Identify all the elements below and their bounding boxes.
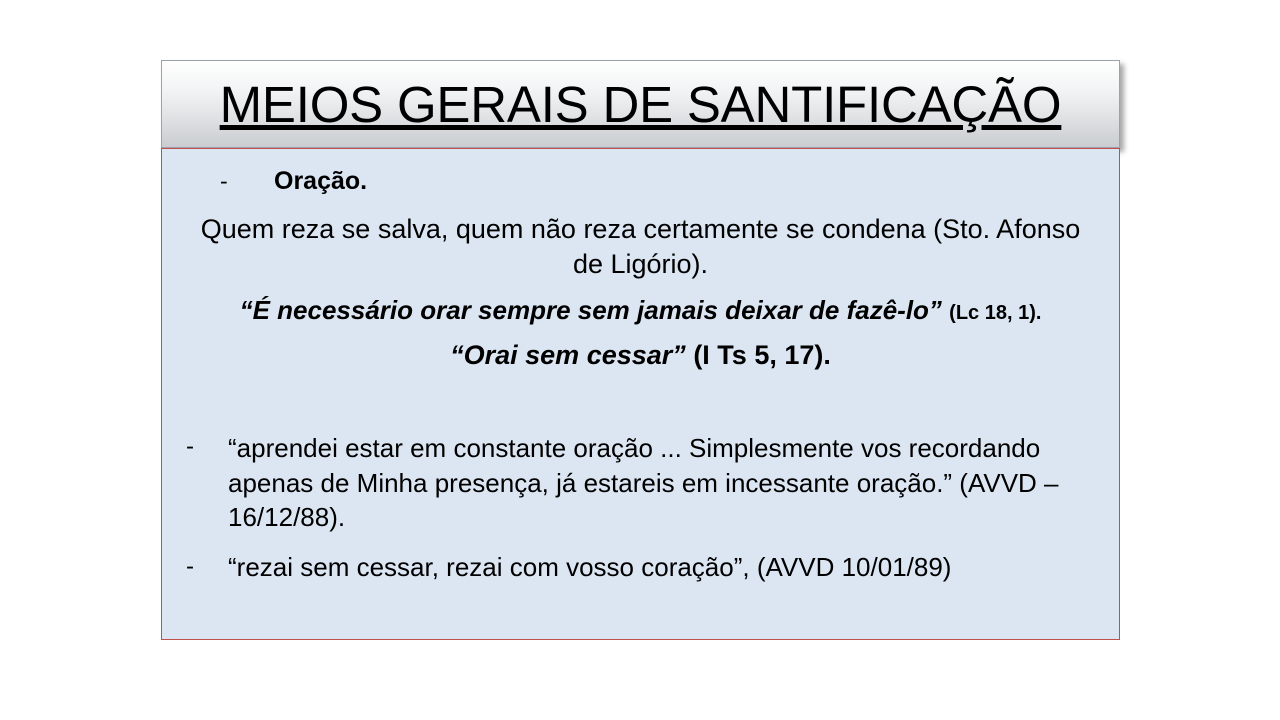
quote-necessario xyxy=(180,295,1101,326)
list-item-aprendei xyxy=(180,431,1101,535)
quote-necessario-text: “É necessário orar sempre sem jamais deixar de fazê-lo” xyxy=(239,295,942,326)
bullet-dash-icon: - xyxy=(220,168,228,194)
list-item-oracao-label: Oração. xyxy=(274,167,368,195)
spacer xyxy=(180,371,1101,429)
list-item-rezai xyxy=(180,551,1101,585)
quote-quem-reza: Quem reza se salva, quem não reza certamente se condena (Sto. Afonso de Ligório). xyxy=(200,214,1081,279)
slide-content-box xyxy=(161,148,1120,640)
list-item-rezai-label: “rezai sem cessar, rezai com vosso coração”, (AVVD 10/01/89) xyxy=(228,551,952,582)
bullet-dash-icon: - xyxy=(186,433,194,461)
quote-necessario-reference: (Lc 18, 1). xyxy=(949,302,1042,325)
list-item-oracao xyxy=(180,167,1101,196)
quote-orai-reference: (I Ts 5, 17). xyxy=(693,340,831,371)
list-item-aprendei-label: “aprendei estar em constante oração ... Simplesmente vos recordando apenas de Minha presença, já estareis em incessante oração.” (AVVD – 16/12/88). xyxy=(228,433,1059,533)
slide-title-box xyxy=(161,60,1120,148)
quote-orai-text: “Orai sem cessar” xyxy=(450,340,686,371)
page-title: MEIOS GERAIS DE SANTIFICAÇÃO xyxy=(219,75,1062,133)
bullet-dash-icon: - xyxy=(186,552,194,580)
quote-orai xyxy=(180,340,1101,371)
